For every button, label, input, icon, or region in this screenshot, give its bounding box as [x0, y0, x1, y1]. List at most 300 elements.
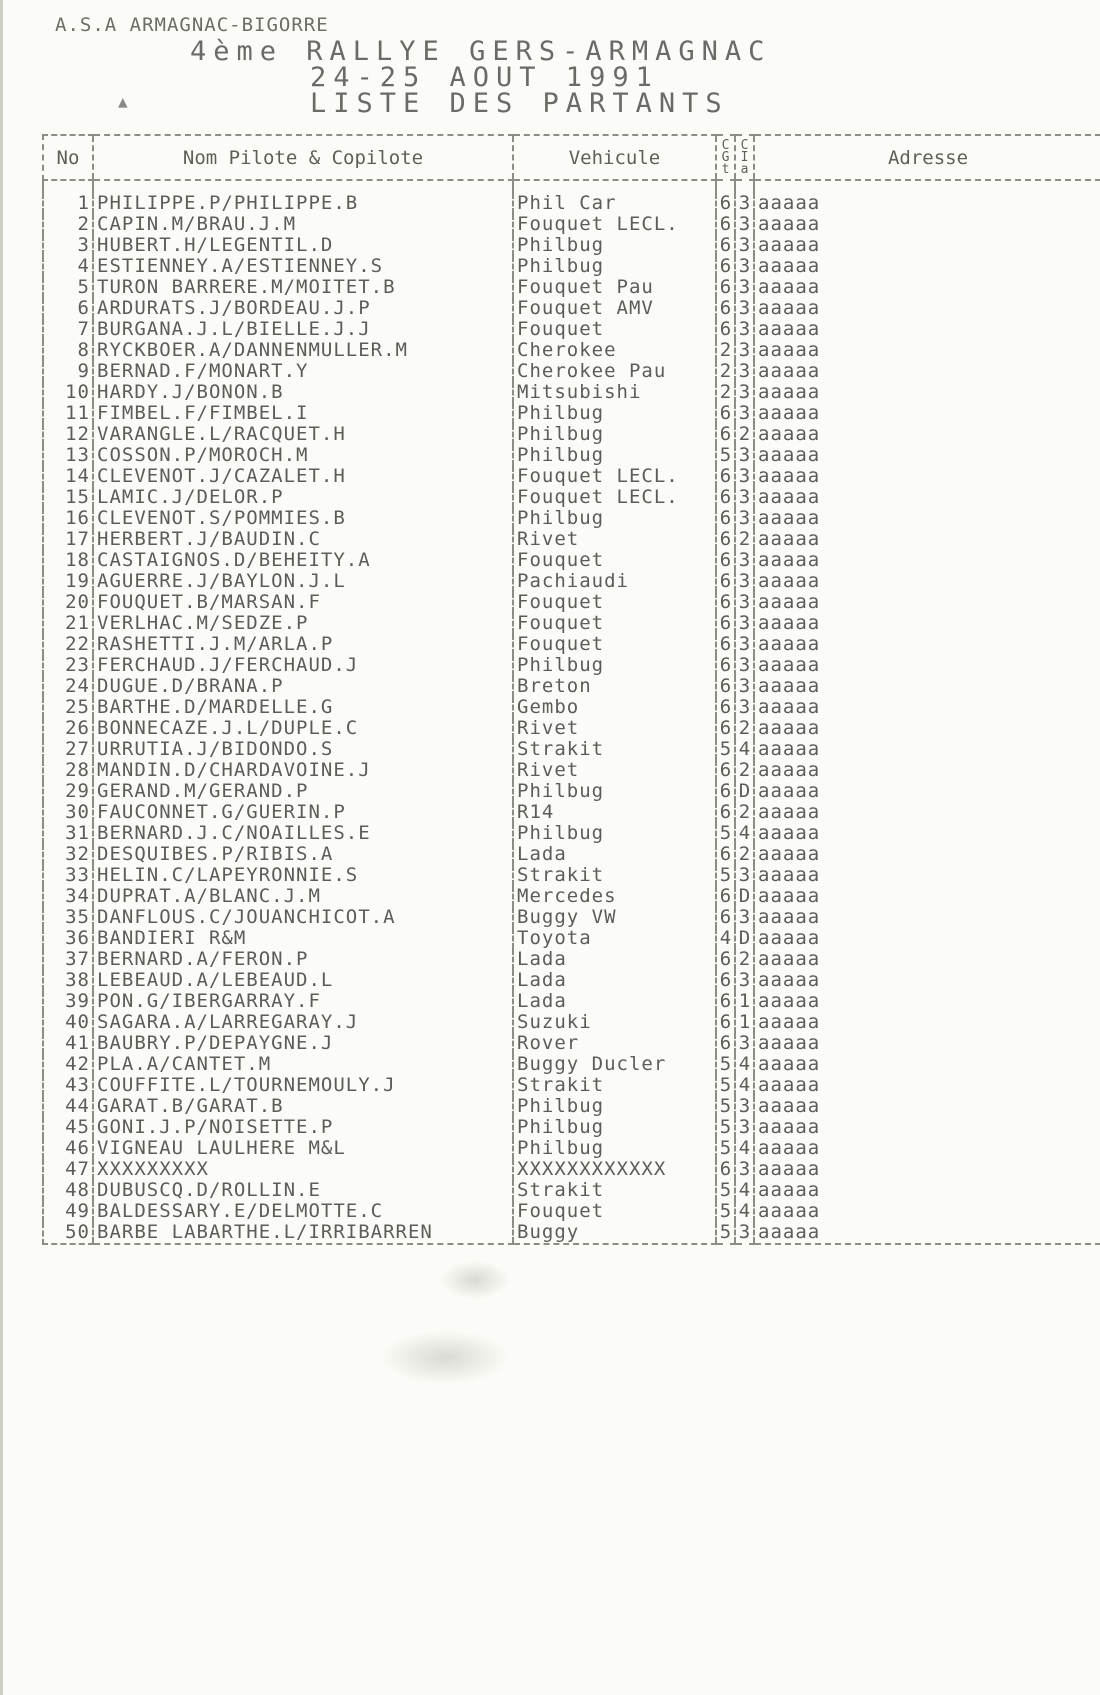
vehicle-cell: Philbug — [513, 1138, 716, 1159]
class-cell: 3 — [735, 1033, 754, 1054]
class-cell: 3 — [735, 403, 754, 424]
vehicle-cell: Fouquet — [513, 1201, 716, 1222]
driver-codriver-cell: AGUERRE.J/BAYLON.J.L — [93, 571, 513, 592]
table-row — [43, 949, 1100, 970]
driver-codriver-cell: FERCHAUD.J/FERCHAUD.J — [93, 655, 513, 676]
driver-codriver-cell: DUGUE.D/BRANA.P — [93, 676, 513, 697]
vehicle-cell: Strakit — [513, 1075, 716, 1096]
vehicle-cell: Fouquet AMV — [513, 298, 716, 319]
table-row — [43, 928, 1100, 949]
group-cell: 6 — [716, 1033, 735, 1054]
address-cell: aaaaa — [754, 676, 1100, 697]
group-cell: 6 — [716, 1159, 735, 1180]
driver-codriver-cell: HUBERT.H/LEGENTIL.D — [93, 235, 513, 256]
group-cell: 6 — [716, 466, 735, 487]
entry-number-cell: 11 — [43, 403, 93, 424]
class-cell: 3 — [735, 592, 754, 613]
table-row — [43, 361, 1100, 382]
group-cell: 5 — [716, 823, 735, 844]
header-address: Adresse — [754, 135, 1100, 180]
class-cell: 3 — [735, 676, 754, 697]
class-cell: 2 — [735, 844, 754, 865]
entry-number-cell: 10 — [43, 382, 93, 403]
address-cell: aaaaa — [754, 1222, 1100, 1244]
vehicle-cell: Fouquet — [513, 634, 716, 655]
address-cell: aaaaa — [754, 928, 1100, 949]
vehicle-cell: Mercedes — [513, 886, 716, 907]
address-cell: aaaaa — [754, 1138, 1100, 1159]
class-cell: 3 — [735, 466, 754, 487]
address-cell: aaaaa — [754, 298, 1100, 319]
class-cell: 3 — [735, 613, 754, 634]
driver-codriver-cell: HELIN.C/LAPEYRONNIE.S — [93, 865, 513, 886]
driver-codriver-cell: ARDURATS.J/BORDEAU.J.P — [93, 298, 513, 319]
group-cell: 5 — [716, 1138, 735, 1159]
group-cell: 6 — [716, 319, 735, 340]
header-vehicle: Vehicule — [513, 135, 716, 180]
driver-codriver-cell: COSSON.P/MOROCH.M — [93, 445, 513, 466]
group-cell: 5 — [716, 1117, 735, 1138]
group-cell: 6 — [716, 676, 735, 697]
vehicle-cell: Fouquet — [513, 550, 716, 571]
entry-number-cell: 46 — [43, 1138, 93, 1159]
entry-number-cell: 36 — [43, 928, 93, 949]
vehicle-cell: Philbug — [513, 424, 716, 445]
entry-number-cell: 31 — [43, 823, 93, 844]
driver-codriver-cell: BERNARD.A/FERON.P — [93, 949, 513, 970]
address-cell: aaaaa — [754, 403, 1100, 424]
entry-list-table — [42, 134, 1100, 1245]
entry-number-cell: 17 — [43, 529, 93, 550]
vehicle-cell: Lada — [513, 970, 716, 991]
group-cell: 6 — [716, 970, 735, 991]
address-cell: aaaaa — [754, 613, 1100, 634]
vehicle-cell: Suzuki — [513, 1012, 716, 1033]
address-cell: aaaaa — [754, 1201, 1100, 1222]
group-cell: 6 — [716, 802, 735, 823]
address-cell: aaaaa — [754, 424, 1100, 445]
class-cell: 3 — [735, 1096, 754, 1117]
entry-number-cell: 41 — [43, 1033, 93, 1054]
address-cell: aaaaa — [754, 739, 1100, 760]
group-cell: 5 — [716, 1075, 735, 1096]
vehicle-cell: Philbug — [513, 655, 716, 676]
group-cell: 5 — [716, 445, 735, 466]
table-row — [43, 571, 1100, 592]
scan-smudge — [440, 1260, 510, 1300]
header-class: C I a — [735, 135, 754, 180]
group-cell: 6 — [716, 697, 735, 718]
driver-codriver-cell: FAUCONNET.G/GUERIN.P — [93, 802, 513, 823]
table-row — [43, 277, 1100, 298]
vehicle-cell: Fouquet — [513, 592, 716, 613]
group-cell: 5 — [716, 739, 735, 760]
class-cell: 3 — [735, 445, 754, 466]
class-cell: 3 — [735, 970, 754, 991]
vehicle-cell: Lada — [513, 844, 716, 865]
entry-number-cell: 39 — [43, 991, 93, 1012]
vehicle-cell: Gembo — [513, 697, 716, 718]
address-cell: aaaaa — [754, 466, 1100, 487]
group-cell: 6 — [716, 235, 735, 256]
driver-codriver-cell: HARDY.J/BONON.B — [93, 382, 513, 403]
group-cell: 6 — [716, 718, 735, 739]
address-cell: aaaaa — [754, 1117, 1100, 1138]
driver-codriver-cell: VIGNEAU LAULHERE M&L — [93, 1138, 513, 1159]
entry-number-cell: 8 — [43, 340, 93, 361]
address-cell: aaaaa — [754, 571, 1100, 592]
table-row — [43, 1117, 1100, 1138]
address-cell: aaaaa — [754, 361, 1100, 382]
entry-number-cell: 6 — [43, 298, 93, 319]
entry-number-cell: 15 — [43, 487, 93, 508]
group-cell: 6 — [716, 991, 735, 1012]
vehicle-cell: Pachiaudi — [513, 571, 716, 592]
table-row — [43, 781, 1100, 802]
vehicle-cell: Philbug — [513, 1117, 716, 1138]
address-cell: aaaaa — [754, 760, 1100, 781]
driver-codriver-cell: GERAND.M/GERAND.P — [93, 781, 513, 802]
class-cell: 3 — [735, 571, 754, 592]
entry-number-cell: 35 — [43, 907, 93, 928]
driver-codriver-cell: TURON BARRERE.M/MOITET.B — [93, 277, 513, 298]
entry-number-cell: 18 — [43, 550, 93, 571]
table-row — [43, 340, 1100, 361]
address-cell: aaaaa — [754, 319, 1100, 340]
rally-title: 4ème RALLYE GERS-ARMAGNAC — [190, 36, 772, 67]
group-cell: 6 — [716, 277, 735, 298]
group-cell: 6 — [716, 214, 735, 235]
group-cell: 4 — [716, 928, 735, 949]
class-cell: 3 — [735, 907, 754, 928]
table-row — [43, 865, 1100, 886]
entry-number-cell: 30 — [43, 802, 93, 823]
entry-number-cell: 37 — [43, 949, 93, 970]
class-cell: 3 — [735, 361, 754, 382]
class-cell: 4 — [735, 1180, 754, 1201]
table-row — [43, 529, 1100, 550]
address-cell: aaaaa — [754, 886, 1100, 907]
table-row — [43, 613, 1100, 634]
vehicle-cell: Philbug — [513, 1096, 716, 1117]
class-cell: 3 — [735, 319, 754, 340]
table-row — [43, 592, 1100, 613]
class-cell: 3 — [735, 340, 754, 361]
address-cell: aaaaa — [754, 907, 1100, 928]
address-cell: aaaaa — [754, 1075, 1100, 1096]
driver-codriver-cell: CLEVENOT.J/CAZALET.H — [93, 466, 513, 487]
table-row — [43, 634, 1100, 655]
vehicle-cell: Philbug — [513, 235, 716, 256]
driver-codriver-cell: BURGANA.J.L/BIELLE.J.J — [93, 319, 513, 340]
table-row — [43, 508, 1100, 529]
entry-number-cell: 34 — [43, 886, 93, 907]
group-cell: 6 — [716, 886, 735, 907]
address-cell: aaaaa — [754, 382, 1100, 403]
vehicle-cell: Phil Car — [513, 193, 716, 214]
table-row — [43, 1012, 1100, 1033]
table-row — [43, 550, 1100, 571]
table-row — [43, 1075, 1100, 1096]
table-row — [43, 697, 1100, 718]
vehicle-cell: Cherokee Pau — [513, 361, 716, 382]
organizer-name: A.S.A ARMAGNAC-BIGORRE — [55, 14, 329, 36]
table-row — [43, 1033, 1100, 1054]
entry-number-cell: 4 — [43, 256, 93, 277]
table-row — [43, 1096, 1100, 1117]
entry-number-cell: 16 — [43, 508, 93, 529]
vehicle-cell: Buggy — [513, 1222, 716, 1244]
group-cell: 6 — [716, 634, 735, 655]
address-cell: aaaaa — [754, 592, 1100, 613]
table-row — [43, 487, 1100, 508]
class-cell: 3 — [735, 214, 754, 235]
driver-codriver-cell: CASTAIGNOS.D/BEHEITY.A — [93, 550, 513, 571]
entry-number-cell: 20 — [43, 592, 93, 613]
class-cell: 3 — [735, 1159, 754, 1180]
address-cell: aaaaa — [754, 1033, 1100, 1054]
driver-codriver-cell: BERNARD.J.C/NOAILLES.E — [93, 823, 513, 844]
table-row — [43, 235, 1100, 256]
class-cell: 3 — [735, 193, 754, 214]
table-row — [43, 1138, 1100, 1159]
address-cell: aaaaa — [754, 550, 1100, 571]
address-cell: aaaaa — [754, 508, 1100, 529]
table-row — [43, 319, 1100, 340]
driver-codriver-cell: PLA.A/CANTET.M — [93, 1054, 513, 1075]
class-cell: 4 — [735, 1138, 754, 1159]
entry-number-cell: 7 — [43, 319, 93, 340]
address-cell: aaaaa — [754, 865, 1100, 886]
class-cell: 2 — [735, 949, 754, 970]
spacer-row — [43, 180, 1100, 193]
entry-number-cell: 28 — [43, 760, 93, 781]
vehicle-cell: Fouquet LECL. — [513, 487, 716, 508]
vehicle-cell: Philbug — [513, 823, 716, 844]
table-row — [43, 991, 1100, 1012]
vehicle-cell: Strakit — [513, 1180, 716, 1201]
driver-codriver-cell: URRUTIA.J/BIDONDO.S — [93, 739, 513, 760]
driver-codriver-cell: RASHETTI.J.M/ARLA.P — [93, 634, 513, 655]
class-cell: 4 — [735, 739, 754, 760]
driver-codriver-cell: DANFLOUS.C/JOUANCHICOT.A — [93, 907, 513, 928]
address-cell: aaaaa — [754, 970, 1100, 991]
class-cell: 3 — [735, 277, 754, 298]
driver-codriver-cell: LEBEAUD.A/LEBEAUD.L — [93, 970, 513, 991]
address-cell: aaaaa — [754, 1180, 1100, 1201]
vehicle-cell: Philbug — [513, 445, 716, 466]
entry-number-cell: 19 — [43, 571, 93, 592]
address-cell: aaaaa — [754, 1159, 1100, 1180]
table-row — [43, 256, 1100, 277]
driver-codriver-cell: CAPIN.M/BRAU.J.M — [93, 214, 513, 235]
vehicle-cell: Lada — [513, 991, 716, 1012]
driver-codriver-cell: FIMBEL.F/FIMBEL.I — [93, 403, 513, 424]
class-cell: 4 — [735, 823, 754, 844]
class-cell: D — [735, 928, 754, 949]
driver-codriver-cell: GARAT.B/GARAT.B — [93, 1096, 513, 1117]
driver-codriver-cell: XXXXXXXXX — [93, 1159, 513, 1180]
driver-codriver-cell: BALDESSARY.E/DELMOTTE.C — [93, 1201, 513, 1222]
group-cell: 6 — [716, 781, 735, 802]
address-cell: aaaaa — [754, 781, 1100, 802]
table-row — [43, 403, 1100, 424]
driver-codriver-cell: RYCKBOER.A/DANNENMULLER.M — [93, 340, 513, 361]
class-cell: 2 — [735, 760, 754, 781]
class-cell: 2 — [735, 424, 754, 445]
address-cell: aaaaa — [754, 529, 1100, 550]
driver-codriver-cell: LAMIC.J/DELOR.P — [93, 487, 513, 508]
vehicle-cell: Fouquet Pau — [513, 277, 716, 298]
vehicle-cell: Rivet — [513, 760, 716, 781]
group-cell: 6 — [716, 487, 735, 508]
class-cell: 2 — [735, 718, 754, 739]
table-row — [43, 844, 1100, 865]
driver-codriver-cell: CLEVENOT.S/POMMIES.B — [93, 508, 513, 529]
driver-codriver-cell: ESTIENNEY.A/ESTIENNEY.S — [93, 256, 513, 277]
table-row — [43, 424, 1100, 445]
table-row — [43, 445, 1100, 466]
group-cell: 6 — [716, 403, 735, 424]
address-cell: aaaaa — [754, 256, 1100, 277]
entry-number-cell: 48 — [43, 1180, 93, 1201]
address-cell: aaaaa — [754, 949, 1100, 970]
driver-codriver-cell: VARANGLE.L/RACQUET.H — [93, 424, 513, 445]
address-cell: aaaaa — [754, 214, 1100, 235]
driver-codriver-cell: DUPRAT.A/BLANC.J.M — [93, 886, 513, 907]
driver-codriver-cell: SAGARA.A/LARREGARAY.J — [93, 1012, 513, 1033]
class-cell: 3 — [735, 634, 754, 655]
entry-number-cell: 12 — [43, 424, 93, 445]
entry-number-cell: 33 — [43, 865, 93, 886]
group-cell: 2 — [716, 361, 735, 382]
entry-number-cell: 14 — [43, 466, 93, 487]
entry-number-cell: 21 — [43, 613, 93, 634]
entry-number-cell: 2 — [43, 214, 93, 235]
table-row — [43, 1201, 1100, 1222]
vehicle-cell: Toyota — [513, 928, 716, 949]
group-cell: 6 — [716, 1012, 735, 1033]
table-row — [43, 718, 1100, 739]
group-cell: 6 — [716, 760, 735, 781]
driver-codriver-cell: HERBERT.J/BAUDIN.C — [93, 529, 513, 550]
class-cell: 4 — [735, 1054, 754, 1075]
group-cell: 6 — [716, 193, 735, 214]
class-cell: 3 — [735, 382, 754, 403]
vehicle-cell: Strakit — [513, 739, 716, 760]
class-cell: D — [735, 781, 754, 802]
table-header-row — [43, 135, 1100, 180]
address-cell: aaaaa — [754, 235, 1100, 256]
entry-number-cell: 9 — [43, 361, 93, 382]
class-cell: 4 — [735, 1075, 754, 1096]
group-cell: 6 — [716, 907, 735, 928]
driver-codriver-cell: BANDIERI R&M — [93, 928, 513, 949]
address-cell: aaaaa — [754, 1012, 1100, 1033]
driver-codriver-cell: DUBUSCQ.D/ROLLIN.E — [93, 1180, 513, 1201]
vehicle-cell: Philbug — [513, 403, 716, 424]
vehicle-cell: Fouquet — [513, 319, 716, 340]
vehicle-cell: XXXXXXXXXXXX — [513, 1159, 716, 1180]
group-cell: 6 — [716, 844, 735, 865]
group-cell: 6 — [716, 949, 735, 970]
vehicle-cell: Cherokee — [513, 340, 716, 361]
group-cell: 6 — [716, 529, 735, 550]
group-cell: 5 — [716, 1096, 735, 1117]
address-cell: aaaaa — [754, 340, 1100, 361]
address-cell: aaaaa — [754, 823, 1100, 844]
table-row — [43, 466, 1100, 487]
table-row — [43, 739, 1100, 760]
table-row — [43, 886, 1100, 907]
entry-number-cell: 3 — [43, 235, 93, 256]
entry-number-cell: 40 — [43, 1012, 93, 1033]
group-cell: 6 — [716, 256, 735, 277]
class-cell: 3 — [735, 235, 754, 256]
table-row — [43, 970, 1100, 991]
scan-smudge — [380, 1330, 510, 1385]
driver-codriver-cell: DESQUIBES.P/RIBIS.A — [93, 844, 513, 865]
vehicle-cell: Rover — [513, 1033, 716, 1054]
driver-codriver-cell: VERLHAC.M/SEDZE.P — [93, 613, 513, 634]
address-cell: aaaaa — [754, 844, 1100, 865]
driver-codriver-cell: BAUBRY.P/DEPAYGNE.J — [93, 1033, 513, 1054]
vehicle-cell: Mitsubishi — [513, 382, 716, 403]
class-cell: D — [735, 886, 754, 907]
group-cell: 5 — [716, 1201, 735, 1222]
driver-codriver-cell: BARBE LABARTHE.L/IRRIBARREN — [93, 1222, 513, 1244]
class-cell: 3 — [735, 256, 754, 277]
entry-number-cell: 44 — [43, 1096, 93, 1117]
entry-number-cell: 5 — [43, 277, 93, 298]
header-no: No — [43, 135, 93, 180]
table-row — [43, 907, 1100, 928]
group-cell: 6 — [716, 571, 735, 592]
entry-number-cell: 22 — [43, 634, 93, 655]
address-cell: aaaaa — [754, 1096, 1100, 1117]
vehicle-cell: Breton — [513, 676, 716, 697]
vehicle-cell: Fouquet — [513, 613, 716, 634]
entry-number-cell: 47 — [43, 1159, 93, 1180]
entry-number-cell: 26 — [43, 718, 93, 739]
entry-number-cell: 25 — [43, 697, 93, 718]
driver-codriver-cell: PHILIPPE.P/PHILIPPE.B — [93, 193, 513, 214]
address-cell: aaaaa — [754, 487, 1100, 508]
class-cell: 3 — [735, 1117, 754, 1138]
address-cell: aaaaa — [754, 277, 1100, 298]
entry-number-cell: 45 — [43, 1117, 93, 1138]
vehicle-cell: R14 — [513, 802, 716, 823]
driver-codriver-cell: MANDIN.D/CHARDAVOINE.J — [93, 760, 513, 781]
driver-codriver-cell: PON.G/IBERGARRAY.F — [93, 991, 513, 1012]
vehicle-cell: Philbug — [513, 781, 716, 802]
group-cell: 6 — [716, 613, 735, 634]
driver-codriver-cell: BARTHE.D/MARDELLE.G — [93, 697, 513, 718]
group-cell: 5 — [716, 1180, 735, 1201]
vehicle-cell: Philbug — [513, 508, 716, 529]
class-cell: 3 — [735, 1222, 754, 1244]
class-cell: 3 — [735, 487, 754, 508]
table-row — [43, 676, 1100, 697]
vehicle-cell: Buggy VW — [513, 907, 716, 928]
vehicle-cell: Philbug — [513, 256, 716, 277]
class-cell: 1 — [735, 991, 754, 1012]
group-cell: 6 — [716, 550, 735, 571]
class-cell: 2 — [735, 529, 754, 550]
entry-number-cell: 42 — [43, 1054, 93, 1075]
table-row — [43, 1159, 1100, 1180]
group-cell: 6 — [716, 592, 735, 613]
